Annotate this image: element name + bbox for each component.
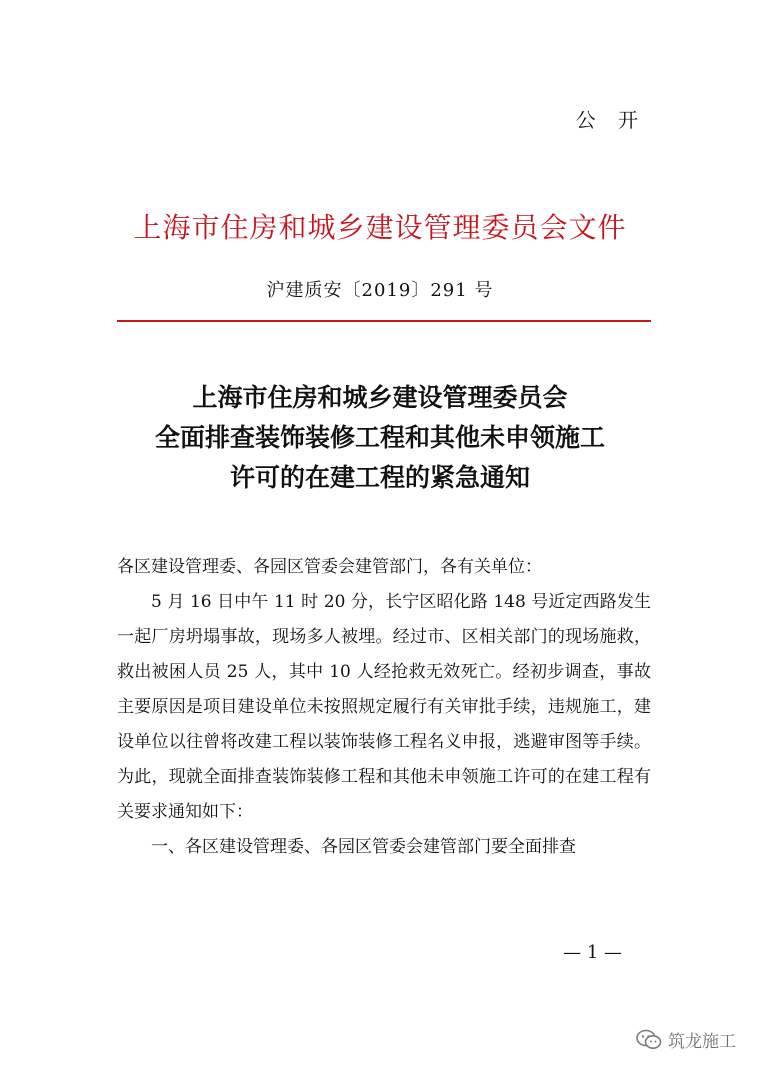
watermark — [636, 1027, 736, 1052]
document-title — [0, 378, 760, 498]
document-body — [117, 550, 651, 865]
watermark-text: 筑龙施工 — [668, 1032, 736, 1052]
title-line: 上海市住房和城乡建设管理委员会 — [192, 383, 568, 412]
body-paragraph: 5 月 16 日中午 11 时 20 分，长宁区昭化路 148 号近定西路发生一起厂房坍塌事故，现场多人被埋。经过市、区相关部门的现场施救，救出被困人员 25 人，其中 10 人经抢救无效死亡。经初步调查，事故主要原因是项目建设单位未按照规定履行有关审批手续，违规施工，建设单位以往曾将改建工程以装饰装修工程名义申报，逃避审图等手续。为此，现就全面排查装饰装修工程和其他未申领施工许可的在建工程有关要求通知如下： — [117, 592, 651, 822]
page-number: — 1 — — [563, 942, 622, 963]
salutation: 各区建设管理委、各园区管委会建管部门，各有关单位： — [117, 557, 542, 577]
body-paragraph: 一、各区建设管理委、各园区管委会建管部门要全面排查 — [151, 837, 576, 857]
wechat-icon — [636, 1029, 662, 1051]
classification-label: 公 开 — [575, 108, 646, 132]
document-number: 沪建质安〔2019〕291 号 — [266, 280, 494, 301]
issuer-heading: 上海市住房和城乡建设管理委员会文件 — [133, 211, 627, 244]
red-divider — [117, 320, 651, 322]
title-line: 许可的在建工程的紧急通知 — [229, 463, 530, 492]
title-line: 全面排查装饰装修工程和其他未申领施工 — [154, 423, 605, 452]
